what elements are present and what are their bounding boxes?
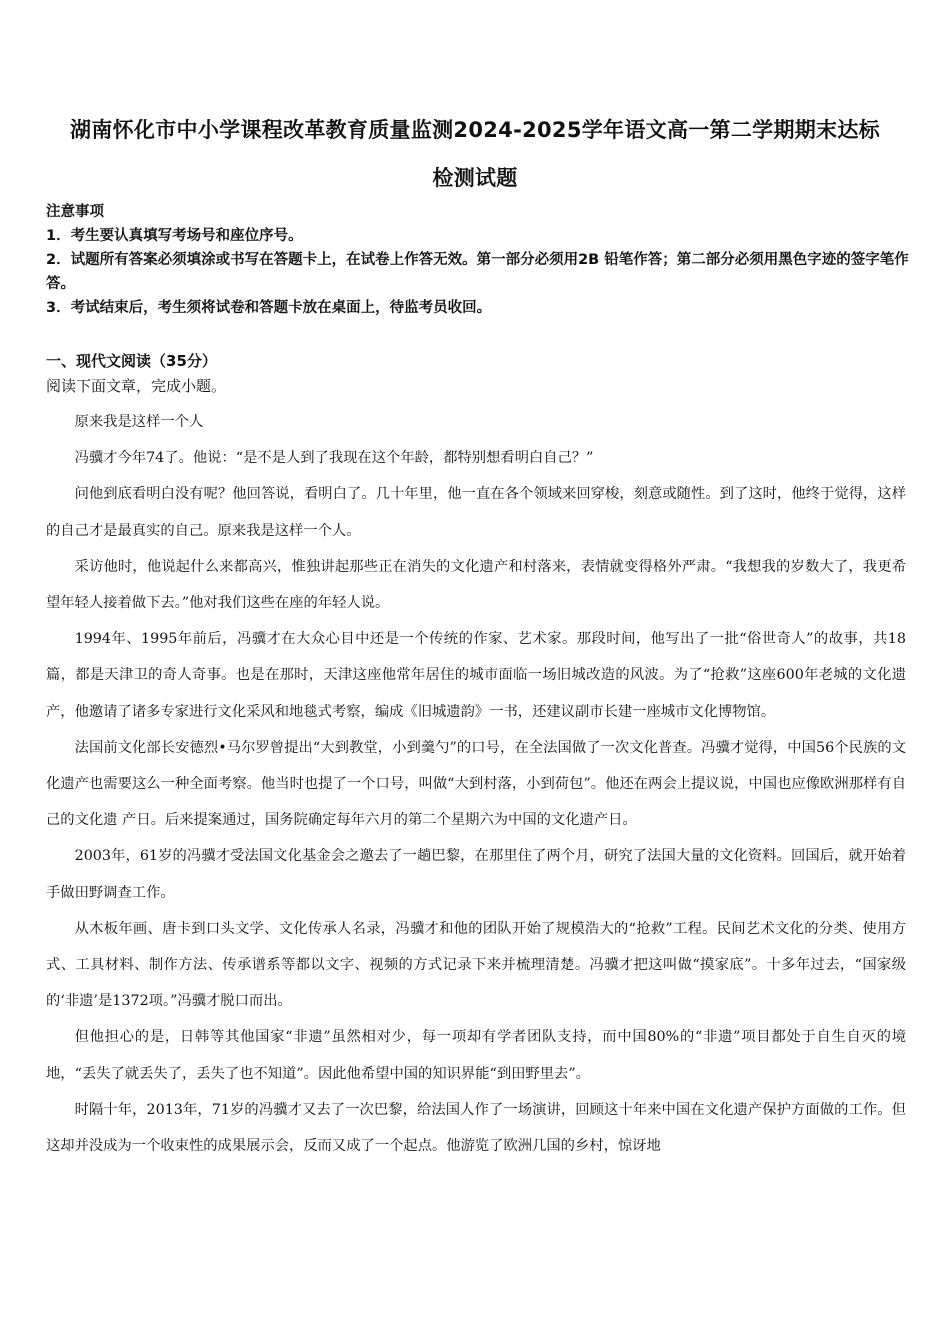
reading-article — [46, 404, 906, 1164]
article-paragraph: 时隔十年，2013年，71岁的冯骥才又去了一次巴黎，给法国人作了一场演讲，回顾这十年来中国在文化遗产保护方面做的工作。但这却并没成为一个收束性的成果展示会，反而又成了一个起点。他游览了欧洲几国的乡村，惊讶地 — [46, 1101, 906, 1155]
notice-item: 2．试题所有答案必须填涂或书写在答题卡上，在试卷上作答无效。第一部分必须用2B 铅笔作答；第二部分必须用黑色字迹的签字笔作答。 — [46, 252, 909, 292]
notice-item: 1．考生要认真填写考场号和座位序号。 — [46, 228, 303, 244]
exam-title-line-2: 检测试题 — [432, 166, 518, 190]
notice-list — [46, 224, 916, 320]
article-paragraph: 但他担心的是，日韩等其他国家“非遗”虽然相对少，每一项却有学者团队支持，而中国80%的“非遗”项目都处于自生自灭的境地，“丢失了就丢失了，丢失了也不知道”。因此他希望中国的知识界能“到田野里去”。 — [46, 1029, 906, 1082]
article-paragraph: 问他到底看明白没有呢？他回答说，看明白了。几十年里，他一直在各个领域来回穿梭，刻意或随性。到了这时，他终于觉得，这样的自己才是最真实的自己。原来我是这样一个人。 — [46, 486, 906, 539]
article-paragraph: 从木板年画、唐卡到口头文学、文化传承人名录，冯骥才和他的团队开始了规模浩大的“抢救”工程。民间艺术文化的分类、使用方式、工具材料、制作方法、传承谱系等都以文字、视频的方式记录下来并梳理清楚。冯骥才把这叫做“摸家底”。十多年过去，“国家级的‘非遗’是1372项。”冯骥才脱口而出。 — [46, 920, 906, 1010]
article-paragraph: 2003年，61岁的冯骥才受法国文化基金会之邀去了一趟巴黎，在那里住了两个月，研究了法国大量的文化资料。回国后，就开始着手做田野调查工作。 — [46, 848, 906, 901]
section-heading: 一、现代文阅读（35分） — [46, 352, 217, 370]
section-instruction: 阅读下面文章，完成小题。 — [46, 377, 227, 395]
article-paragraph: 采访他时，他说起什么来都高兴，惟独讲起那些正在消失的文化遗产和村落来，表情就变得格外严肃。“我想我的岁数大了，我更希望年轻人接着做下去。”他对我们这些在座的年轻人说。 — [46, 558, 906, 612]
article-title: 原来我是这样一个人 — [74, 414, 204, 430]
exam-title-line-1: 湖南怀化市中小学课程改革教育质量监测2024-2025学年语文高一第二学期期末达标 — [70, 118, 880, 142]
article-paragraph: 冯骥才今年74了。他说：“是不是人到了我现在这个年龄，都特别想看明白自己？” — [74, 450, 594, 467]
notice-heading: 注意事项 — [46, 204, 104, 220]
article-paragraph: 法国前文化部长安德烈•马尔罗曾提出“大到教堂，小到羹勺”的口号，在全法国做了一次文化普查。冯骥才觉得，中国56个民族的文化遗产也需要这么一种全面考察。他当时也提了一个口号，叫做“大到村落，小到荷包”。他还在两会上提议说，中国也应像欧洲那样有自己的文化遗 产日。后来提案通过，国务院确定每年六月的第二个星期六为中国的文化遗产日。 — [46, 739, 906, 829]
notice-item: 3．考试结束后，考生须将试卷和答题卡放在桌面上，待监考员收回。 — [46, 300, 492, 316]
article-paragraph: 1994年、1995年前后，冯骥才在大众心目中还是一个传统的作家、艺术家。那段时间，他写出了一批“俗世奇人”的故事，共18篇，都是天津卫的奇人奇事。也是在那时，天津这座他常年居住的城市面临一场旧城改造的风波。为了“抢救”这座600年老城的文化遗产，他邀请了诸多专家进行文化采风和地毯式考察，编成《旧城遗韵》一书，还建议副市长建一座城市文化博物馆。 — [46, 631, 906, 720]
